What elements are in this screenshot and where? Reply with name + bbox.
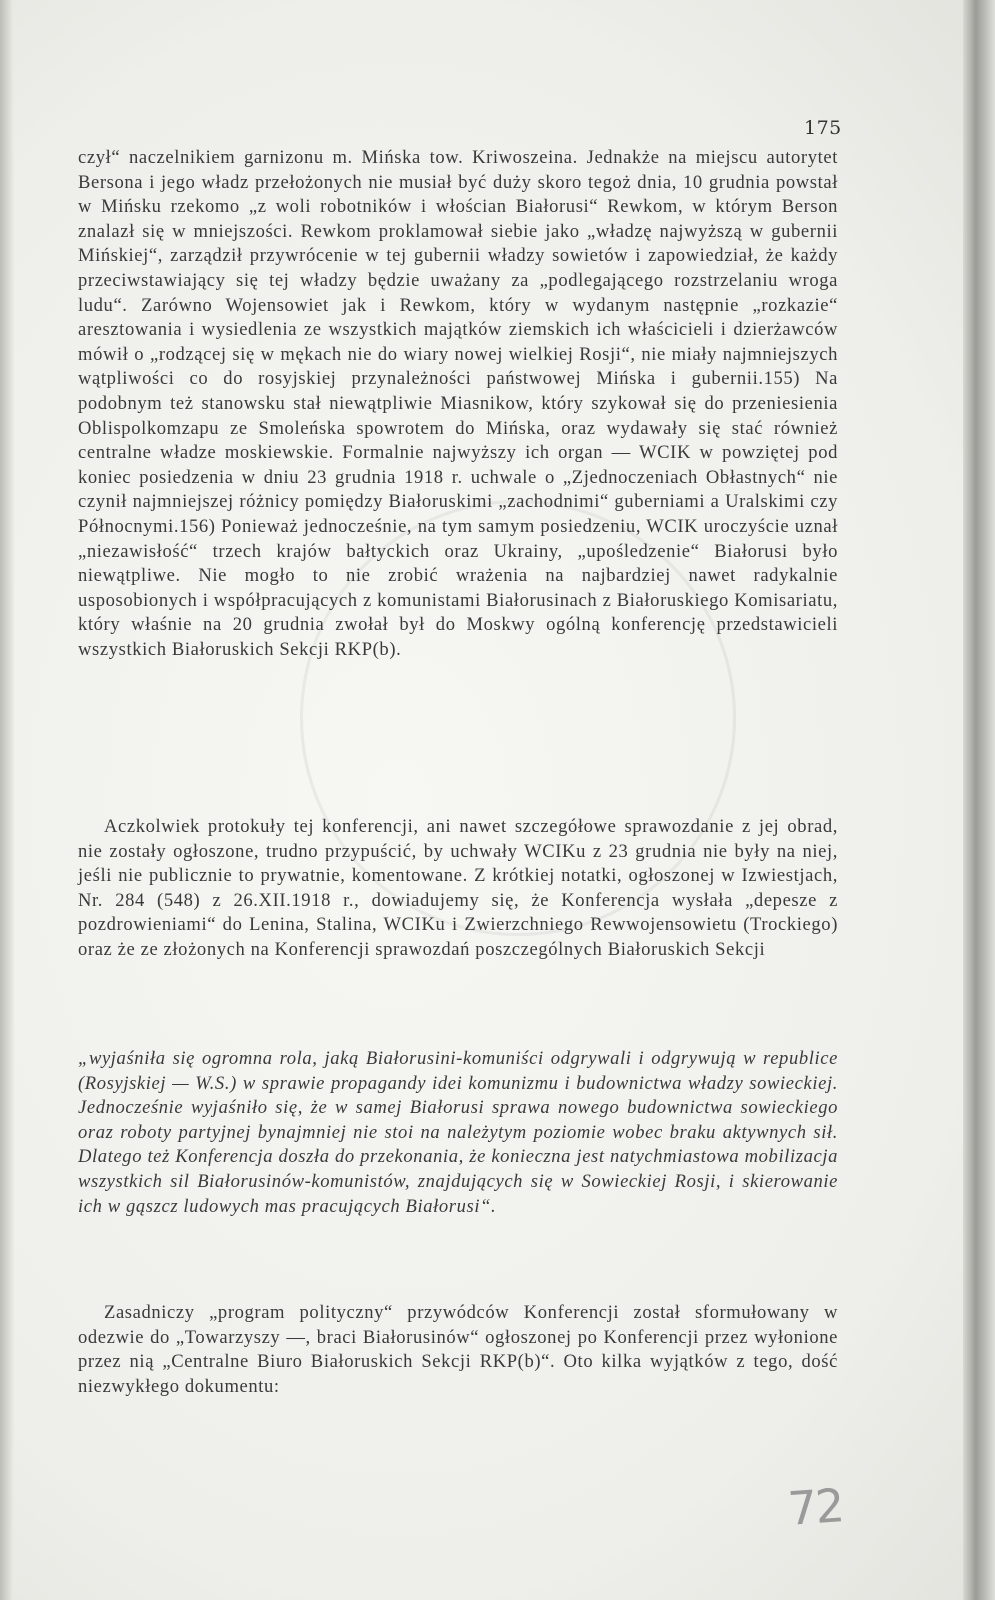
- paragraph-text: czył“ naczelnikiem garnizonu m. Mińska tow. Kriwoszeina. Jednakże na miejscu autorytet Bersona i jego władz przełożonych nie musiał być duży skoro tegoż dnia, 10 grudnia powstał w Mińsku rzekomo „z woli robotników i włościan Białorusi“ Rewkom, w którym Berson znalazł się w mniejszości. Rewkom proklamował siebie jako „władzę najwyższą w gubernii Mińskiej“, zarządził przywrócenie w tej gubernii władzy sowietów i zapowiedział, że każdy przeciwstawiający się tej władzy będzie uważany za „podlegającego rozstrzelaniu wroga ludu“. Zarówno Wojensowiet jak i Rewkom, który w wydanym następnie „rozkazie“ aresztowania i wysiedlenia ze wszystkich majątków ziemskich ich właścicieli i dzierżawców mówił o „rodzącej się w mękach nie do wiary nowej wielkiej Rosji“, nie miały najmniejszych wątpliwości co do rosyjskiej przynależności państwowej Mińska i gubernii.155) Na podobnym też stanowsku stał niewątpliwie Miasnikow, który szykował się do przeniesienia Oblispolkomzapu ze Smoleńska spowrotem do Mińska, oraz wydawały się stać również centralne władze moskiewskie. Formalnie najwyższy ich organ — WCIK w powziętej pod koniec posiedzenia w dniu 23 grudnia 1918 r. uchwale o „Zjednoczeniach Obłastnych“ nie czynił najmniejszej różnicy pomiędzy Białoruskimi „zachodnimi“ guberniami a Uralskimi czy Północnymi.156) Ponieważ jednocześnie, na tym samym posiedzeniu, WCIK uroczyście uznał „niezawisłość“ trzech krajów bałtyckich oraz Ukrainy, „upośledzenie“ Białorusi było niewątpliwe. Nie mogło to nie zrobić wrażenia na najbardziej nawet radykalnie usposobionych i współpracujących z komunistami Białorusinach z Białoruskiego Komisariatu, który właśnie na 20 grudnia zwołał był do Moskwy ogólną konferencję przedstawicieli wszystkich Białoruskich Sekcji RKP(b).: [78, 147, 838, 660]
- handwritten-page-number: 72: [786, 1478, 845, 1536]
- body-paragraph-2: [78, 815, 838, 963]
- page-edge-right: [963, 0, 995, 1600]
- page-shadow-left: [0, 0, 14, 1600]
- paragraph-text: Zasadniczy „program polityczny“ przywódców Konferencji został sformułowany w odezwie do „Towarzyszy —, braci Białorusinów“ ogłoszonej po Konferencji przez wyłonione przez nią „Centralne Biuro Białoruskich Sekcji RKP(b)“. Oto kilka wyjątków z tego, dość niezwykłego dokumentu:: [78, 1302, 838, 1397]
- quote-text: „wyjaśniła się ogromna rola, jaką Białorusini-komuniści odgrywali i odgrywują w republice (Rosyjskiej — W.S.) w sprawie propagandy idei komunizmu i budownictwa władzy sowieckiej. Jednocześnie wyjaśniło się, że w samej Białorusi sprawa nowego budownictwa sowieckiego oraz roboty partyjnej bynajmniej nie stoi na należytym poziomie wobec braku aktywnych sił. Dlatego też Konferencja doszła do przekonania, że konieczna jest natychmiastowa mobilizacja wszystkich sil Białorusinów-komunistów, znajdujących się w Sowieckiej Rosji, i skierowanie ich w gąszcz ludowych mas pracujących Białorusi“.: [78, 1048, 838, 1217]
- body-paragraph-3: [78, 1301, 838, 1399]
- paragraph-text: Aczkolwiek protokuły tej konferencji, ani nawet szczegółowe sprawozdanie z jej obrad, nie zostały ogłoszone, trudno przypuścić, by uchwały WCIKu z 23 grudnia nie były na niej, jeśli nie publicznie to prywatnie, komentowane. Z krótkiej notatki, ogłoszonej w Izwiestjach, Nr. 284 (548) z 26.XII.1918 r., dowiadujemy się, że Konferencja wysłała „depesze z pozdrowieniami“ do Lenina, Stalina, WCIKu i Zwierzchniego Rewwojensowietu (Trockiego) oraz że ze złożonych na Konferencji sprawozdań poszczególnych Białoruskich Sekcji: [78, 816, 838, 960]
- page-number: 175: [804, 117, 842, 139]
- block-quote: [78, 1047, 838, 1219]
- body-paragraph-1: [78, 146, 838, 662]
